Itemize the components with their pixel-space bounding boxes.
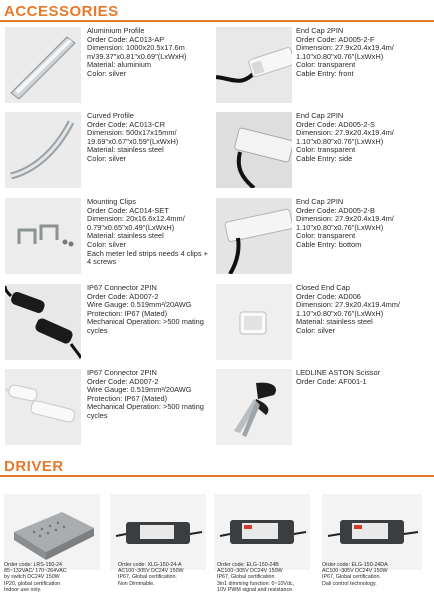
aluminium-profile-photo xyxy=(5,27,81,103)
accessory-spec-curved-profile: Curved Profile Order Code: AC013-CR Dimension: 500x17x15mm/ 19.69"x0.67"x0.59"(LxWxH) Material: stainless steel Color: silver xyxy=(87,111,179,163)
driver-spec-elg-24da: Order code: ELG-150-24DA AC100~305V DC24V 150W IP67, Global certification. Dali control technology. xyxy=(322,562,388,587)
lrs-driver-photo xyxy=(4,494,100,570)
end-cap-side-photo xyxy=(216,112,292,188)
driver-spec-xlg: Order code: XLG-150-24-A AC100~305V DC24V 150W IP67, Global certification. Non Dimmable. xyxy=(118,562,184,587)
accessories-heading: ACCESSORIES xyxy=(4,3,119,20)
driver-rule xyxy=(0,475,434,477)
scissor-photo xyxy=(216,369,292,445)
ip67-connector-black-photo xyxy=(5,284,81,360)
driver-spec-elg-24b: Order code: ELG-150-24B AC100~305V DC24V 150W IP67, Global certification 3in1 dimming function: 0~10Vdc, 10V PWM signal and resistance. xyxy=(217,562,294,593)
driver-heading: DRIVER xyxy=(4,458,64,475)
accessory-spec-ip67-connector-black: IP67 Connector 2PIN Order Code: AD007-2 Wire Gauge: 0.519mm²/20AWG Protection: IP67 (Mated) Mechanical Operation: >500 mating cycles xyxy=(87,283,204,335)
end-cap-bottom-photo xyxy=(216,198,292,274)
curved-profile-photo xyxy=(5,112,81,188)
elg-24b-driver-photo xyxy=(214,494,310,570)
accessory-spec-ip67-connector-white: IP67 Connector 2PIN Order Code: AD007-2 Wire Gauge: 0.519mm²/20AWG Protection: IP67 (Mated) Mechanical Operation: >500 mating cycles xyxy=(87,368,204,420)
accessories-rule xyxy=(0,20,434,22)
elg-24da-driver-photo xyxy=(322,494,422,570)
accessory-spec-end-cap-side: End Cap 2PIN Order Code: AD005-2-S Dimension: 27.9x20.4x19.4m/ 1.10"x0.80"x0.76"(LxWxH) Color: transparent Cable Entry: side xyxy=(296,111,394,163)
driver-spec-lrs: Order code: LRS-150-24 85~132VAC/ 170~264VAC by switch DC24V 150W IP20, global certification Indoor use only. xyxy=(4,562,67,593)
closed-end-cap-photo xyxy=(216,284,292,360)
accessory-spec-aluminium-profile: Aluminium Profile Order Code: AC013-AP Dimension: 1000x20.5x17.6m m/39.37"x0.81"x0.69"(LxWxH) Material: aluminium Color: silver xyxy=(87,26,187,78)
accessory-spec-mounting-clips: Mounting Clips Order Code: AC014-SET Dimension: 20x16.6x12.4mm/ 0.79"x0.65"x0.49"(LxWxH) Material: stainless steel Color: silver Each meter led strips needs 4 clips + 4 screws xyxy=(87,197,208,267)
end-cap-front-photo xyxy=(216,27,292,103)
ip67-connector-white-photo xyxy=(5,369,81,445)
accessory-spec-end-cap-front: End Cap 2PIN Order Code: AD005-2-F Dimension: 27.9x20.4x19.4m/ 1.10"x0.80"x0.76"(LxWxH) Color: transparent Cable Entry: front xyxy=(296,26,394,78)
accessory-spec-scissor: LEDLINE ASTON Scissor Order Code: AF001-1 xyxy=(296,368,381,386)
accessory-spec-end-cap-bottom: End Cap 2PIN Order Code: AD005-2-B Dimension: 27.9x20.4x19.4m/ 1.10"x0.80"x0.76"(LxWxH) Color: transparent Cable Entry: bottom xyxy=(296,197,394,249)
xlg-driver-photo xyxy=(110,494,206,570)
mounting-clips-photo xyxy=(5,198,81,274)
accessory-spec-closed-end-cap: Closed End Cap Order Code: AD006 Dimension: 27.9x20.4x19.4mm/ 1.10"x0.80"x0.76"(LxWxH) Material: stainless steel Color: silver xyxy=(296,283,400,335)
